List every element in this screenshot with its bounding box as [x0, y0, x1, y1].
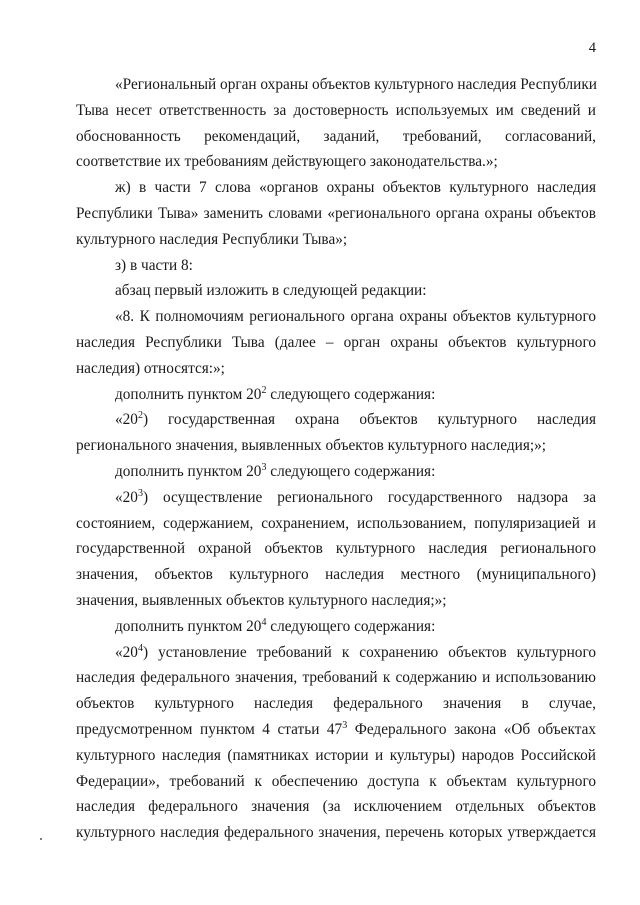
text-line-body: культурного наследия Республики Тыва»;	[76, 230, 348, 248]
text-line	[76, 253, 596, 279]
text-line	[76, 175, 596, 201]
text-line-body: з) в части 8:	[115, 256, 193, 274]
text-line	[76, 227, 596, 253]
text-line	[76, 98, 596, 124]
text-line	[76, 330, 596, 356]
superscript: 3	[137, 487, 143, 499]
text-line	[76, 820, 596, 846]
text-line-body: обоснованность рекомендаций, заданий, требований, согласований,	[76, 127, 596, 145]
text-line-body: ж) в части 7 слова «органов охраны объектов культурного наследия	[115, 179, 596, 197]
superscript: 4	[261, 616, 267, 628]
superscript: 4	[137, 642, 143, 654]
text-line-body: предусмотренном пунктом 4 статьи 47	[76, 720, 343, 738]
margin-mark	[40, 838, 42, 840]
text-line	[76, 382, 596, 408]
superscript: 2	[137, 410, 143, 422]
text-line-continuation: ) осуществление регионального государственного надзора за	[142, 488, 596, 506]
text-line-body: соответствие их требованиям действующего законодательства.»;	[76, 153, 498, 171]
text-line-body: регионального значения, выявленных объектов культурного наследия;»;	[76, 437, 547, 455]
superscript: 3	[261, 461, 267, 473]
text-line	[76, 356, 596, 382]
text-line	[76, 691, 596, 717]
text-line-continuation: Федерального закона «Об объектах	[347, 720, 597, 738]
text-line-body: наследия федерального значения, требований к содержанию и использованию	[76, 669, 596, 687]
text-line	[76, 794, 596, 820]
text-line-body: культурного наследия федерального значения, перечень которых утверждается	[76, 824, 596, 842]
text-line	[76, 562, 596, 588]
text-line-body: Федерации», требований к обеспечению доступа к объектам культурного	[76, 772, 596, 790]
text-line	[76, 201, 596, 227]
text-line-body: культурного наследия (памятниках истории и культуры) народов Российской	[76, 746, 596, 764]
text-line-body: дополнить пунктом 20	[115, 462, 262, 480]
text-line-body: наследия федерального значения (за исключением отдельных объектов	[76, 798, 596, 816]
text-line	[76, 72, 596, 98]
text-line	[76, 717, 596, 743]
text-line	[76, 511, 596, 537]
page-number: 4	[588, 40, 596, 56]
text-line-body: дополнить пунктом 20	[115, 617, 262, 635]
text-line-body: Республики Тыва» заменить словами «регионального органа охраны объектов	[76, 204, 596, 222]
text-line	[76, 536, 596, 562]
text-line	[76, 433, 596, 459]
text-line-body: государственной охраной объектов культурного наследия регионального	[76, 540, 596, 558]
text-line-body: значения, объектов культурного наследия местного (муниципального)	[76, 566, 596, 584]
text-line-body: абзац первый изложить в следующей редакции:	[115, 282, 427, 300]
text-line-body: состоянием, содержанием, сохранением, использованием, популяризацией и	[76, 514, 596, 532]
text-line-body: «Региональный орган охраны объектов культурного наследия Республики	[115, 76, 597, 93]
text-line-body: «8. К полномочиям регионального органа охраны объектов культурного	[115, 308, 596, 326]
text-line-body: Тыва несет ответственность за достоверность используемых им сведений и	[76, 101, 596, 119]
text-line-body: «20	[115, 488, 138, 506]
superscript: 2	[261, 384, 267, 396]
text-line-continuation: следующего содержания:	[266, 385, 436, 403]
text-line-continuation: следующего содержания:	[266, 617, 436, 635]
text-line	[76, 149, 596, 175]
text-line	[76, 407, 596, 433]
text-line-body: «20	[115, 411, 138, 429]
text-line	[76, 614, 596, 640]
superscript: 3	[342, 719, 348, 731]
text-line	[76, 485, 596, 511]
text-line-body: наследия Республики Тыва (далее – орган охраны объектов культурного	[76, 333, 596, 351]
text-line-body: дополнить пунктом 20	[115, 385, 262, 403]
text-line	[76, 278, 596, 304]
text-line	[76, 640, 596, 666]
text-line-continuation: ) государственная охрана объектов культурного наследия	[142, 411, 596, 429]
text-line-body: наследия) относятся:»;	[76, 359, 225, 377]
text-line	[76, 743, 596, 769]
text-line-continuation: следующего содержания:	[266, 462, 436, 480]
text-line	[76, 665, 596, 691]
text-line	[76, 304, 596, 330]
text-line-continuation: ) установление требований к сохранению объектов культурного	[142, 643, 596, 661]
text-line-body: значения, выявленных объектов культурного наследия;»;	[76, 591, 447, 609]
text-line	[76, 124, 596, 150]
text-line	[76, 769, 596, 795]
text-line	[76, 588, 596, 614]
text-line-body: «20	[115, 643, 138, 661]
text-line	[76, 459, 596, 485]
text-line-body: объектов культурного наследия федерального значения в случае,	[76, 695, 596, 713]
document-body	[76, 72, 596, 846]
